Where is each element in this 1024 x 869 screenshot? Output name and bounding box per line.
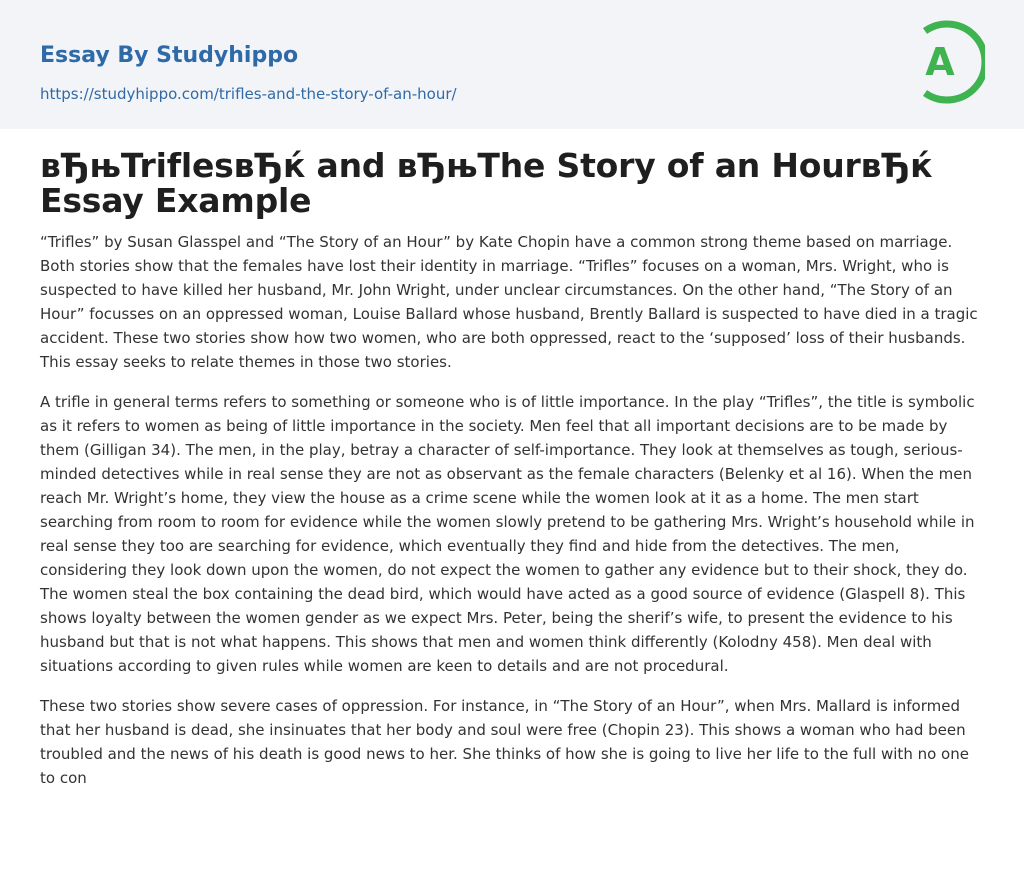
article-body	[40, 230, 984, 790]
article-paragraph: These two stories show severe cases of oppression. For instance, in “The Story of an Hour”, when Mrs. Mallard is informed that her husband is dead, she insinuates that her body and soul were free (Chopin 23). This shows a woman who had been troubled and the news of his death is good news to her. She thinks of how she is going to live her life to the full with no one to con	[40, 697, 969, 787]
article-paragraph: A trifle in general terms refers to something or someone who is of little importance. In the play “Trifles”, the title is symbolic as it refers to women as being of little importance in the society. Men feel that all important decisions are to be made by them (Gilligan 34). The men, in the play, betray a character of self-importance. They look at themselves as tough, serious-minded detectives while in real sense they are not as observant as the female characters (Belenky et al 16). When the men reach Mr. Wright’s home, they view the house as a crime scene while the women look at it as a home. The men start searching from room to room for evidence while the women slowly pretend to be gathering Mrs. Wright’s household while in real sense they too are searching for evidence, which eventually they find and hide from the detectives. The men, considering they look down upon the women, do not expect the women to gather any evidence but to their shock, they do. The women steal the box containing the dead bird, which would have acted as a good source of evidence (Glaspell 8). This shows loyalty between the women gender as we expect Mrs. Peter, being the sherif’s wife, to present the evidence to his husband but that is not what happens. This shows that men and women think differently (Kolodny 458). Men deal with situations according to given rules while women are keen to details and are not procedural.	[40, 393, 975, 675]
article-url-link[interactable]: https://studyhippo.com/trifles-and-the-story-of-an-hour/	[40, 85, 457, 103]
article-paragraph: “Trifles” by Susan Glasspel and “The Story of an Hour” by Kate Chopin have a common strong theme based on marriage. Both stories show that the females have lost their identity in marriage. “Trifles” focuses on a woman, Mrs. Wright, who is suspected to have killed her husband, Mr. John Wright, under unclear circumstances. On the other hand, “The Story of an Hour” focusses on an oppressed woman, Louise Ballard whose husband, Brently Ballard is suspected to have died in a tragic accident. These two stories show how two women, who are both oppressed, react to the ‘supposed’ loss of their husbands. This essay seeks to relate themes in those two stories.	[40, 233, 978, 371]
article	[40, 148, 984, 806]
logo-letter: A	[925, 40, 955, 84]
site-brand[interactable]: Essay By Studyhippo	[40, 43, 299, 68]
site-header	[0, 0, 1024, 129]
page-title: вЂњTriflesвЂќ and вЂњThe Story of an HourвЂќ Essay Example	[40, 146, 933, 220]
studyhippo-logo-icon[interactable]	[913, 19, 985, 105]
